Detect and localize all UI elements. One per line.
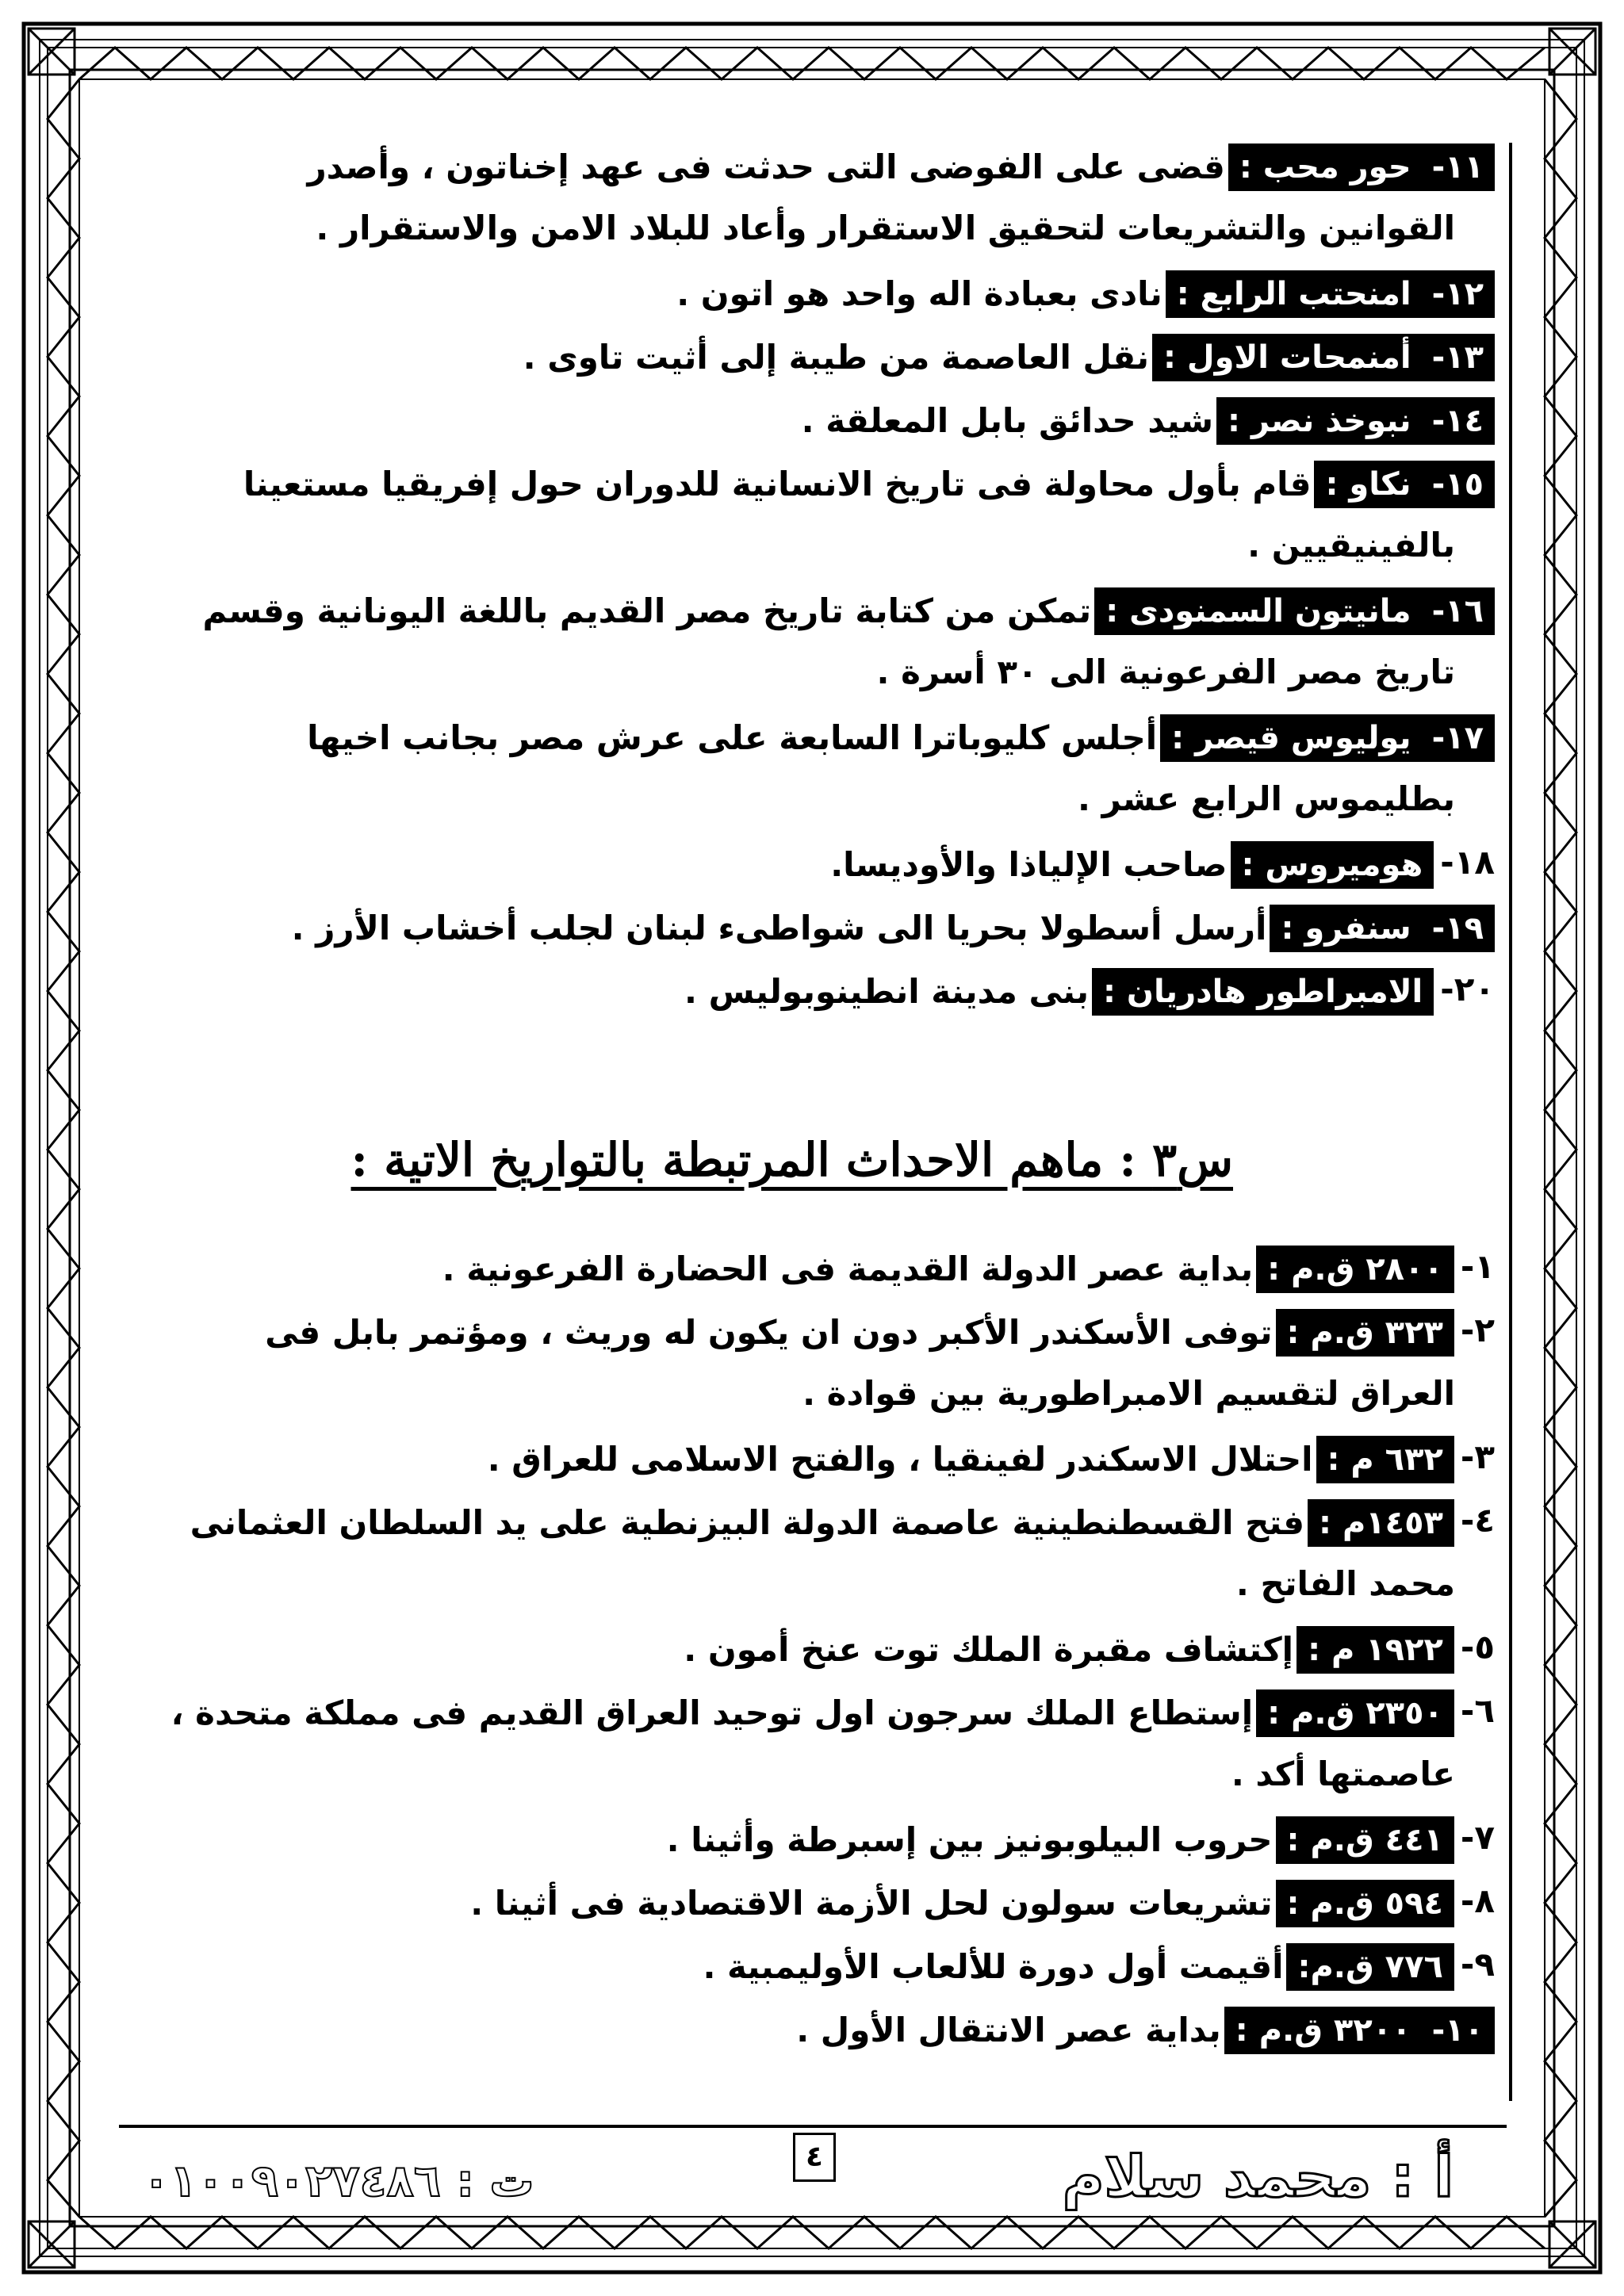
item-continuation: عاصمتها أكد . — [1231, 1755, 1455, 1793]
list-item — [292, 894, 1495, 958]
name-label: ١٧-يوليوس قيصر : — [1160, 714, 1495, 762]
date-item — [190, 1489, 1495, 1552]
item-number: ٢٠- — [1440, 970, 1495, 1008]
item-text: قضى على الفوضى التى حدثت فى عهد إخناتون ، وأصدر — [307, 147, 1225, 186]
date-label: ٥٩٤ ق.م : — [1276, 1880, 1454, 1927]
date-label: ٢٨٠٠ ق.م : — [1256, 1246, 1454, 1293]
name-label: ١٣-أمنمحات الاول : — [1152, 334, 1495, 381]
list-item — [830, 831, 1495, 894]
item-text: إستطاع الملك سرجون اول توحيد العراق القديم فى مملكة متحدة ، — [170, 1693, 1254, 1732]
date-item — [265, 1299, 1495, 1362]
name-label: ١٥-نكاو : — [1314, 461, 1495, 508]
item-text: بداية عصر الانتقال الأول . — [796, 2010, 1221, 2049]
item-text: نقل العاصمة من طيبة إلى أثيت تاوى . — [523, 337, 1149, 377]
item-text: أرسل أسطولا بحريا الى شواطىء لبنان لجلب أخشاب الأرز . — [291, 908, 1267, 947]
item-continuation: بالفينيقيين . — [1247, 526, 1455, 564]
date-label: ٧٧٦ ق.م: — [1286, 1943, 1454, 1991]
date-item — [796, 1996, 1495, 2060]
date-label: ١٩٢٢ م : — [1297, 1626, 1454, 1674]
list-item — [523, 323, 1495, 387]
date-item — [684, 1616, 1495, 1679]
list-item — [684, 958, 1495, 1021]
list-item — [676, 260, 1495, 323]
list-item — [802, 387, 1495, 450]
item-text: قام بأول محاولة فى تاريخ الانسانية للدوران حول إفريقيا مستعينا — [243, 464, 1312, 503]
name-label: ١٤-نبوخذ نصر : — [1216, 397, 1495, 445]
item-text: صاحب الإلياذا والأوديسا. — [830, 844, 1228, 884]
item-text: بنى مدينة انطينوبوليس . — [684, 971, 1089, 1011]
item-text: أجلس كليوباترا السابعة على عرش مصر بجانب اخيها — [307, 718, 1158, 757]
name-label: ١٩-سنفرو : — [1270, 905, 1495, 952]
page-number: ٤ — [793, 2133, 836, 2182]
item-text: شيد حدائق بابل المعلقة . — [801, 400, 1214, 440]
list-item — [307, 704, 1495, 767]
item-number: ٢- — [1460, 1311, 1495, 1349]
name-label: هوميروس : — [1231, 841, 1434, 889]
date-label: ٤٤١ ق.م : — [1276, 1816, 1454, 1864]
item-number: ٣- — [1460, 1437, 1495, 1476]
item-text: نادى بعبادة اله واحد هو اتون . — [676, 274, 1162, 313]
date-label: ١٠-٣٢٠٠ ق.م : — [1224, 2007, 1495, 2054]
item-number: ٨- — [1460, 1881, 1495, 1920]
item-number: ٤- — [1460, 1501, 1495, 1540]
date-item — [488, 1425, 1495, 1489]
date-label: ٣٢٣ ق.م : — [1276, 1309, 1454, 1357]
item-text: حروب البيلوبونيز بين إسبرطة وأثينا . — [666, 1820, 1273, 1859]
date-label: ٦٣٢ م : — [1316, 1436, 1454, 1483]
list-item — [243, 450, 1495, 514]
item-continuation: بطليموس الرابع عشر . — [1078, 779, 1455, 818]
item-text: احتلال الاسكندر لفينقيا ، والفتح الاسلامى للعراق . — [487, 1439, 1313, 1479]
date-item — [442, 1235, 1495, 1299]
date-label: ٢٣٥٠ ق.م : — [1256, 1689, 1454, 1737]
list-item — [307, 133, 1495, 197]
item-continuation: العراق لتقسيم الامبراطورية بين قوادة . — [802, 1374, 1455, 1413]
item-number: ١٨- — [1440, 843, 1495, 882]
date-label: ١٤٥٣م : — [1308, 1499, 1454, 1547]
name-label: الامبراطور هادريان : — [1092, 968, 1434, 1016]
item-text: تشريعات سولون لحل الأزمة الاقتصادية فى أثينا . — [470, 1883, 1273, 1923]
item-number: ٦- — [1460, 1691, 1495, 1730]
name-label: ١٦-مانيتون السمنودى : — [1094, 587, 1495, 635]
item-text: أقيمت أول دورة للألعاب الأوليمبية . — [703, 1946, 1284, 1986]
item-text: بداية عصر الدولة القديمة فى الحضارة الفرعونية . — [442, 1249, 1254, 1288]
name-label: ١١-حور محب : — [1228, 144, 1495, 191]
date-item — [171, 1679, 1495, 1743]
item-number: ٥- — [1460, 1628, 1495, 1667]
author-name: أ : محمد سلام — [1062, 2143, 1454, 2210]
date-item — [667, 1806, 1495, 1869]
item-number: ٩- — [1460, 1945, 1495, 1984]
date-item — [703, 1933, 1495, 1996]
list-item — [203, 577, 1495, 641]
phone-number: ت : ٠١٠٠٩٠٢٧٤٨٦ — [143, 2156, 534, 2207]
item-text: فتح القسطنطينية عاصمة الدولة البيزنطية على يد السلطان العثمانى — [190, 1502, 1305, 1542]
item-text: تمكن من كتابة تاريخ مصر القديم باللغة اليونانية وقسم — [202, 591, 1092, 630]
item-number: ٧- — [1460, 1818, 1495, 1857]
name-label: ١٢-امنحتب الرابع : — [1166, 270, 1495, 318]
footer-divider — [119, 2125, 1507, 2128]
item-continuation: محمد الفاتح . — [1235, 1564, 1455, 1603]
date-item — [470, 1869, 1495, 1933]
item-text: توفى الأسكندر الأكبر دون ان يكون له وريث ، ومؤتمر بابل فى — [265, 1312, 1273, 1352]
item-continuation: تاريخ مصر الفرعونية الى ٣٠ أسرة . — [876, 652, 1455, 691]
section-heading: س٣ : ماهم الاحداث المرتبطة بالتواريخ الاتية : — [350, 1133, 1233, 1187]
item-number: ١- — [1460, 1247, 1495, 1286]
item-continuation: القوانين والتشريعات لتحقيق الاستقرار وأعاد للبلاد الامن والاستقرار . — [316, 209, 1455, 247]
item-text: إكتشاف مقبرة الملك توت عنخ أمون . — [684, 1629, 1294, 1669]
